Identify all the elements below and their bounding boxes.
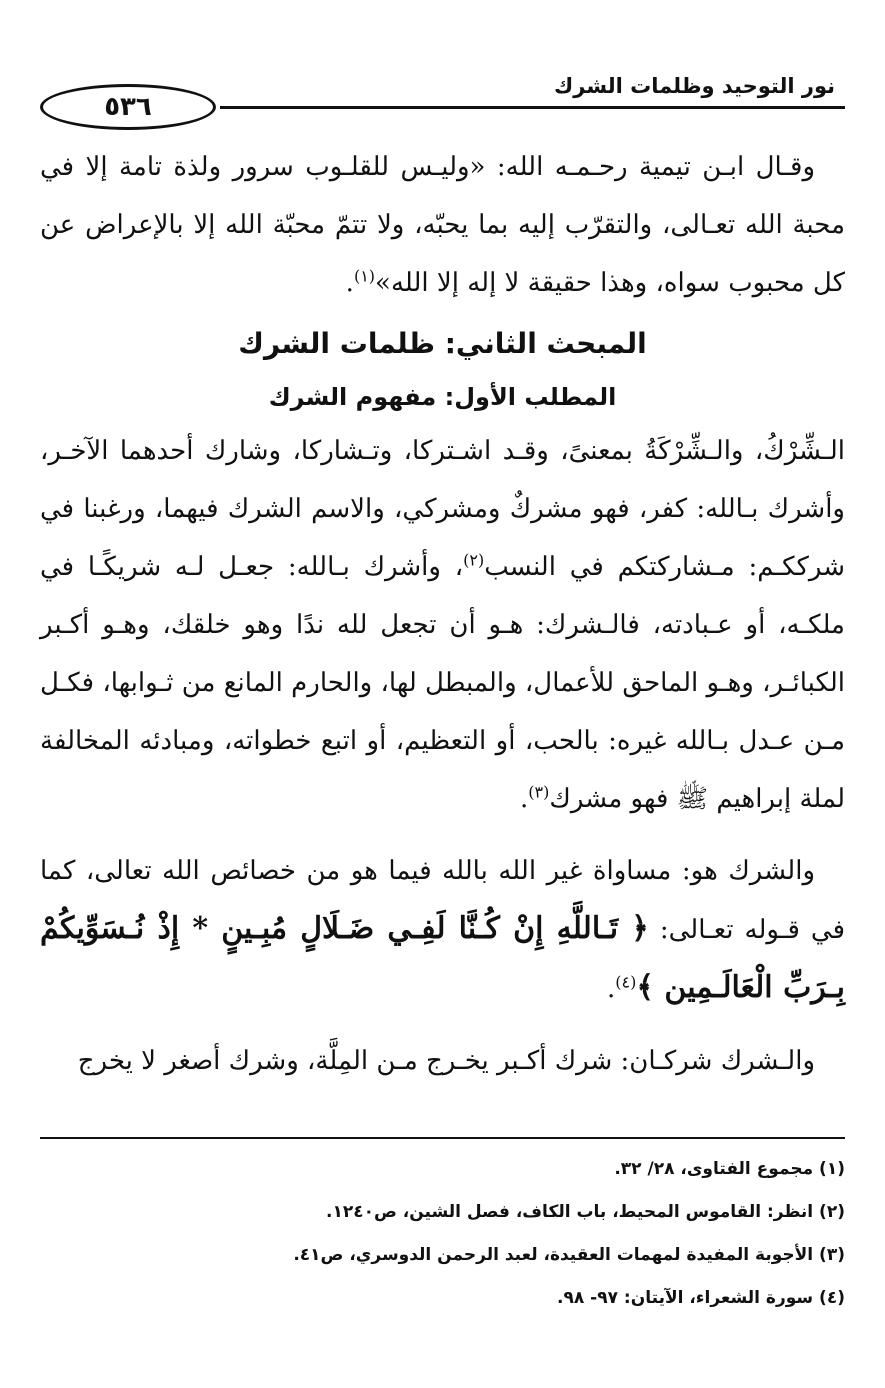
paragraph-text: ، وأشرك بـالله: جعـل لـه شريكًـا في ملكـه، أو عـبادته، فالـشرك: هـو أن تجعل لله ندًا وهو خلقك، وهـو أكـبر الكبائـر، وهـو الماحق للأعمال، والمبطل لها، والحارم المانع من ثـوابها، فكـل مـن عـدل بـالله غيره: بالحب، أو التعظيم، أو اتبع خطواته، ومبادئه المخالفة لملة إبراهيم ﷺ فهو مشرك bbox=[40, 552, 845, 814]
footnote-ref-1: (١) bbox=[353, 266, 376, 286]
page-number: ٥٣٦ bbox=[40, 84, 216, 130]
footnote-1: (١) مجموع الفتاوى، ٢٨/ ٣٢. bbox=[614, 1159, 845, 1179]
footnote-4: (٤) سورة الشعراء، الآيتان: ٩٧- ٩٨. bbox=[557, 1288, 845, 1308]
footnote-ref-2: (٢) bbox=[463, 550, 485, 570]
section-heading: المبحث الثاني: ظلمات الشرك bbox=[238, 327, 647, 360]
paragraph-text: والشرك هو: مساواة غير الله بالله فيما هو من خصائص الله تعالى، كما في قـوله تعـالى: bbox=[40, 856, 845, 945]
paragraph-text: الـشِّرْكُ، والـشِّرْكَةُ بمعنىً، وقـد اشـتركا، وتـشاركا، وشارك أحدهما الآخـر، وأشرك بـالله: كفر، فهو مشركٌ ومشركي، والاسم الشرك فيهما، ورغبنا في شرككـم: مـشاركتكم في النسب bbox=[40, 436, 845, 582]
running-title: نور التوحيد وظلمات الشرك bbox=[554, 74, 835, 98]
paragraph-ibn-taymiyyah-quote: وقـال ابـن تيمية رحـمـه الله: «وليـس للقلـوب سرور ولذة تامة إلا في محبة الله تعـالى، والتقرّب إليه بما يحبّه، ولا تتمّ محبّة الله إلا بالإعراض عن كل محبوب سواه، وهذا حقيقة لا إله إلا الله»$^{(١)}$. bbox=[40, 152, 845, 298]
footnote-3: (٣) الأجوبة المفيدة لمهمات العقيدة، لعبد الرحمن الدوسري، ص٤١. bbox=[293, 1245, 845, 1265]
main-text bbox=[40, 138, 845, 1090]
footnote-ref-4: (٤) bbox=[615, 972, 637, 992]
footnote-separator bbox=[40, 1137, 845, 1139]
paragraph-text: وقـال ابـن تيمية رحـمـه الله: «وليـس للقلـوب سرور ولذة تامة إلا في محبة الله تعـالى، والتقرّب إليه بما يحبّه، ولا تتمّ محبّة الله إلا بالإعراض عن كل محبوب سواه، وهذا حقيقة لا إله إلا الله» bbox=[40, 152, 845, 298]
footnote-ref-3: (٣) bbox=[528, 782, 550, 802]
subsection-heading: المطلب الأول: مفهوم الشرك bbox=[268, 383, 617, 411]
header-rule bbox=[220, 106, 845, 109]
paragraph-definition: الـشِّرْكُ، والـشِّرْكَةُ بمعنىً، وقـد اشـتركا، وتـشاركا، وشارك أحدهما الآخـر، وأشرك بـالله: كفر، فهو مشركٌ ومشركي، والاسم الشرك فيهما، ورغبنا في شرككـم: مـشاركتكم في النسب$^{(٢)}$، وأشرك بـالله: جعـل لـه شريكًـا في ملكـه، أو عـبادته، فالـشرك: هـو أن تجعل لله ندًا وهو خلقك، وهـو أكـبر الكبائـر، وهـو الماحق للأعمال، والمبطل لها، والحارم المانع من ثـوابها، فكـل مـن عـدل بـالله غيره: بالحب، أو التعظيم، أو اتبع خطواته، ومبادئه المخالفة لملة إبراهيم ﷺ فهو مشرك$^{(٣)}$. bbox=[40, 436, 845, 814]
paragraph-quran-citation: والشرك هو: مساواة غير الله بالله فيما هو من خصائص الله تعالى، كما في قـوله تعـالى: ﴿ تَـاللَّهِ إِنْ كُـنَّا لَفِـي ضَـلَالٍ مُبِـينٍ * إِذْ نُـسَوِّيكُمْ بِـرَبِّ الْعَالَـمِين ﴾$^{(٤)}$. bbox=[40, 856, 845, 1005]
footnote-2: (٢) انظر: القاموس المحيط، باب الكاف، فصل الشين، ص١٢٤٠. bbox=[325, 1202, 845, 1222]
page-header bbox=[40, 66, 845, 122]
footnotes bbox=[40, 1148, 845, 1320]
paragraph-types-of-shirk: والـشرك شركـان: شرك أكـبر يخـرج مـن المِلَّة، وشرك أصغر لا يخرج bbox=[77, 1046, 815, 1076]
quran-verse: ﴿ تَـاللَّهِ إِنْ كُـنَّا لَفِـي ضَـلَالٍ مُبِـينٍ * إِذْ نُـسَوِّيكُمْ بِـرَبِّ الْعَالَـمِين ﴾ bbox=[40, 911, 845, 1005]
